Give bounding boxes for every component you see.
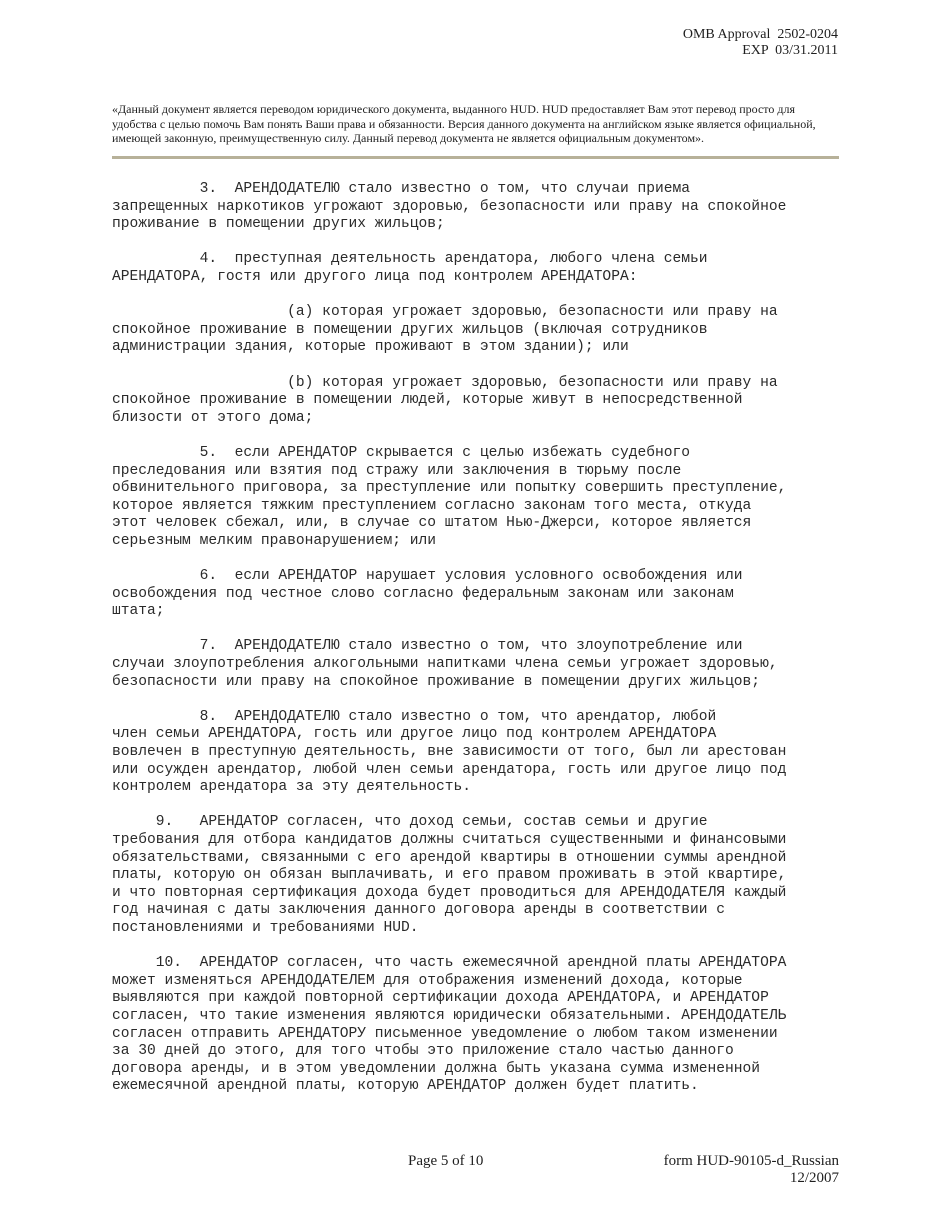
form-number: form HUD-90105-d_Russian	[663, 1153, 839, 1169]
form-identifier-block	[664, 1153, 839, 1187]
clause-6: 6. если АРЕНДАТОР нарушает условия условного освобождения или освобождения под честное слово согласно федеральным законам или законам штата;	[112, 568, 743, 620]
section-10: 10. АРЕНДАТОР согласен, что часть ежемесячной арендной платы АРЕНДАТОРА может изменяться АРЕНДОДАТЕЛЕМ для отображения изменений дохода, которые выявляются при каждой повторной сертификации дохода АРЕНДАТОРА, и АРЕНДАТОР согласен, что такие изменения являются юридически обязательными. АРЕНДОДАТЕЛЬ согласен отправить АРЕНДАТОРУ письменное уведомление о любом таком изменении за 30 дней до этого, для того чтобы это приложение стало частью данного договора аренды, и в этом уведомлении должна быть указана сумма измененной ежемесячной арендной платы, которую АРЕНДАТОР должен будет платить.	[112, 955, 787, 1095]
header-divider	[112, 156, 839, 159]
omb-approval-number: OMB Approval 2502-0204	[682, 27, 838, 42]
clause-8: 8. АРЕНДОДАТЕЛЮ стало известно о том, что арендатор, любой член семьи АРЕНДАТОРА, гость или другое лицо под контролем АРЕНДАТОРА вовлечен в преступную деятельность, вне зависимости от того, был ли арестован или осужден арендатор, любой член семьи арендатора, гость или другое лицо под контролем арендатора за эту деятельность.	[112, 708, 787, 796]
document-body	[112, 181, 842, 1113]
translation-disclaimer: «Данный документ является переводом юридического документа, выданного HUD. HUD предоставляет Вам этот перевод просто для удобства с целью помочь Вам понять Ваши права и обязанности. Версия данного документа на английском языке является официальной, имеющей законную, преимущественную силу. Данный перевод документа не является официальным документом».	[112, 102, 816, 145]
clause-4: 4. преступная деятельность арендатора, любого члена семьи АРЕНДАТОРА, гостя или другого лица под контролем АРЕНДАТОРА:	[112, 251, 708, 285]
omb-approval-block	[683, 27, 838, 59]
clause-5: 5. если АРЕНДАТОР скрывается с целью избежать судебного преследования или взятия под стражу или заключения в тюрьму после обвинительного приговора, за преступление или попытку совершить преступление, которое является тяжким преступлением согласно законам того места, откуда этот человек сбежал, или, в случае со штатом Нью-Джерси, которое является серьезным мелким правонарушением; или	[112, 444, 787, 549]
form-date: 12/2007	[789, 1170, 839, 1186]
section-9: 9. АРЕНДАТОР согласен, что доход семьи, состав семьи и другие требования для отбора кандидатов должны считаться существенными и финансовыми обязательствами, связанными с его арендой квартиры в отношении суммы арендной платы, которую он обязан выплачивать, и его правом проживать в этой квартире, и что повторная сертификация дохода будет проводиться для АРЕНДОДАТЕЛЯ каждый год начиная с даты заключения данного договора аренды в соответствии с постановлениями и требованиями HUD.	[112, 814, 787, 936]
clause-4a: (a) которая угрожает здоровью, безопасности или праву на спокойное проживание в помещении других жильцов (включая сотрудников администрации здания, которые проживают в этом здании); или	[112, 304, 778, 356]
clause-7: 7. АРЕНДОДАТЕЛЮ стало известно о том, что злоупотребление или случаи злоупотребления алкогольными напитками члена семьи угрожает здоровью, безопасности или праву на спокойное проживание в помещении других жильцов;	[112, 638, 778, 690]
page-number: Page 5 of 10	[408, 1153, 484, 1169]
omb-expiration: EXP 03/31.2011	[742, 43, 838, 58]
clause-4b: (b) которая угрожает здоровью, безопасности или праву на спокойное проживание в помещении людей, которые живут в непосредственной близости от этого дома;	[112, 374, 778, 426]
clause-3: 3. АРЕНДОДАТЕЛЮ стало известно о том, что случаи приема запрещенных наркотиков угрожают здоровью, безопасности или праву на спокойное проживание в помещении других жильцов;	[112, 181, 787, 233]
